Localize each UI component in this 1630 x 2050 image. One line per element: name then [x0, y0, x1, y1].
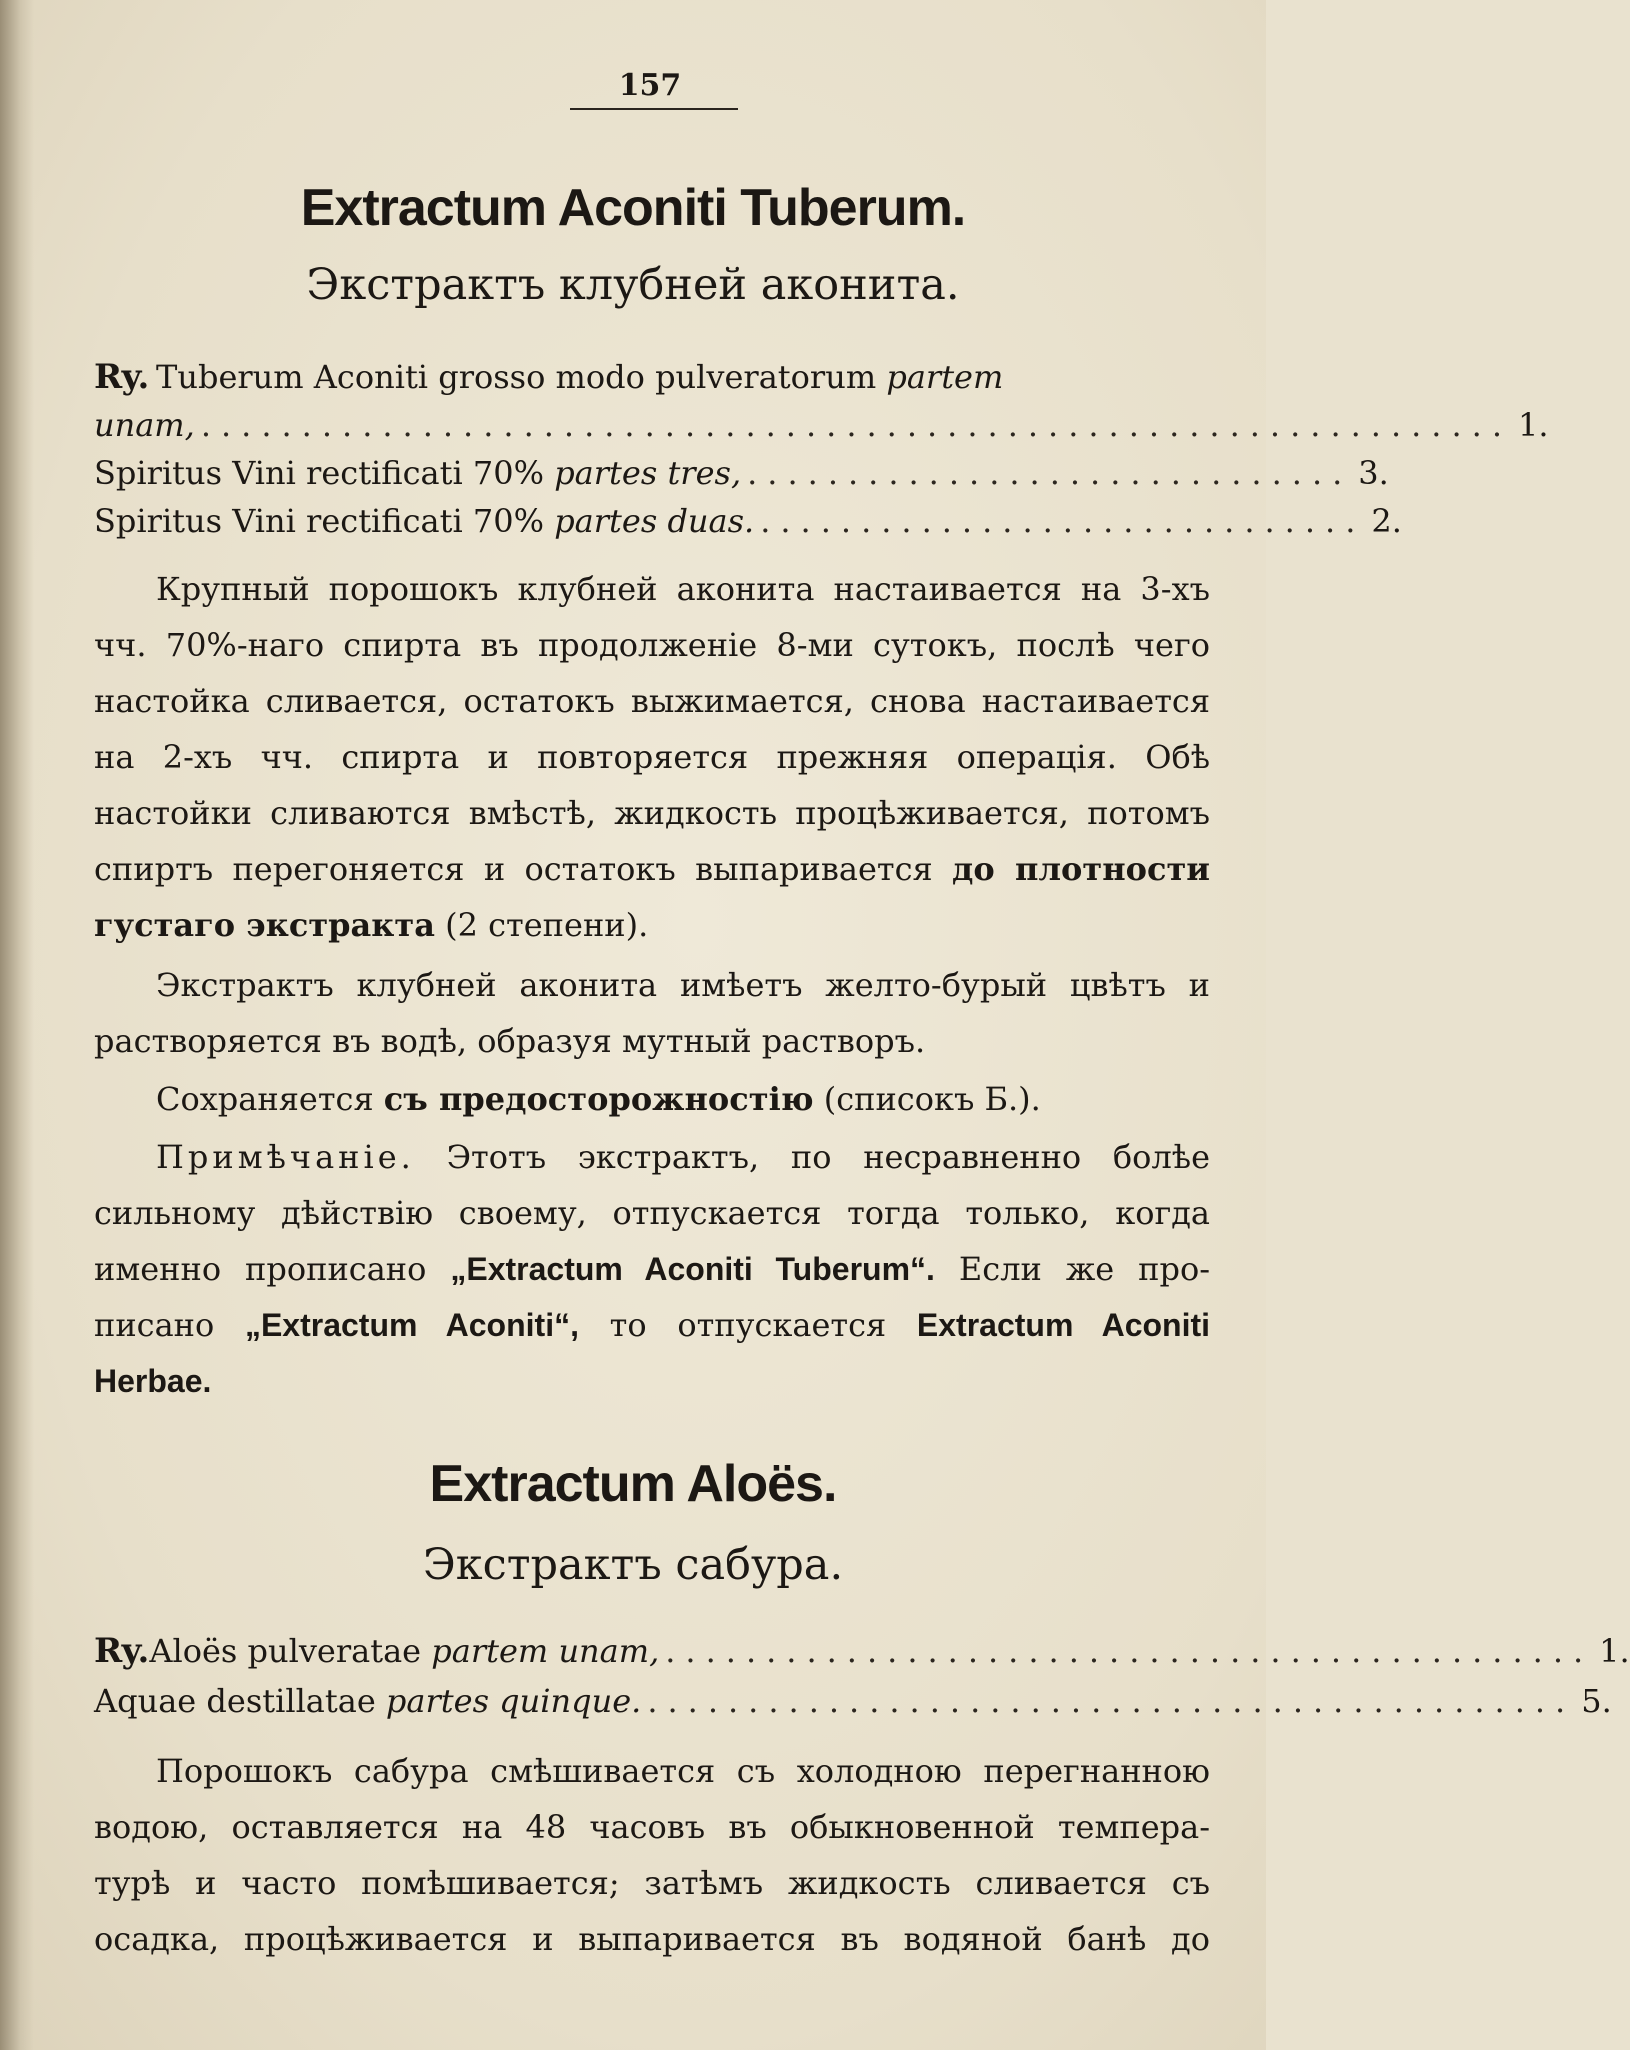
paragraph-emphasis: до плотности: [952, 850, 1211, 888]
recipe-row: [94, 1674, 1612, 1728]
paragraph-line: [156, 1072, 1210, 1126]
page-number-rule: [570, 108, 738, 110]
paragraph-emphasis: съ предосторожностію: [383, 1080, 814, 1118]
ingredient-name: Aquae destillatae: [94, 1682, 376, 1720]
leader-dots: ..............................: [760, 502, 1366, 540]
leader-dots: ..............................: [747, 454, 1353, 492]
paragraph-text: именно прописано: [94, 1250, 427, 1288]
paragraph-text: (списокъ Б.).: [823, 1080, 1041, 1118]
recipe-row: [94, 398, 1549, 452]
paragraph-line: [94, 1242, 1210, 1296]
paragraph-emphasis: Herbae.: [94, 1363, 212, 1399]
paragraph-line: настойки сливаются вмѣстѣ, жидкость процѣживается, потомъ: [94, 794, 1210, 832]
ingredient-dose: partes duas.: [554, 502, 755, 540]
paragraph-line: водою, оставляется на 48 часовъ въ обыкновенной темпера-: [94, 1808, 1210, 1846]
ingredient-quantity: 3.: [1358, 454, 1389, 492]
paragraph-text: спиртъ перегоняется и остатокъ выпаривается: [94, 850, 933, 888]
section-subtitle-aconiti: Экстрактъ клубней аконита.: [306, 260, 960, 310]
page-number: 157: [618, 68, 682, 103]
ingredient-name: Spiritus Vini rectificati 70%: [94, 454, 545, 492]
paragraph-text: Сохраняется: [156, 1080, 374, 1118]
recipe-row: [94, 446, 1389, 500]
paragraph-line: чч. 70%-наго спирта въ продолженіе 8-ми сутокъ, послѣ чего: [94, 626, 1210, 664]
leader-dots: ..............................................: [647, 1682, 1576, 1720]
paragraph-text: писано: [94, 1306, 215, 1344]
paragraph-line: [94, 898, 1210, 952]
ingredient-name: Spiritus Vini rectificati 70%: [94, 502, 545, 540]
recipe-symbol: Ry.: [94, 1631, 150, 1671]
paragraph-line: [156, 1130, 1210, 1184]
paragraph-line: настойка сливается, остатокъ выжимается, снова настаивается: [94, 682, 1210, 720]
ingredient-quantity: 1.: [1517, 406, 1549, 444]
paragraph-emphasis: „Extractum Aconiti“,: [244, 1307, 579, 1343]
ingredient-dose: unam,: [94, 406, 195, 444]
paragraph-line: осадка, процѣживается и выпаривается въ водяной банѣ до: [94, 1920, 1210, 1958]
paragraph-emphasis: „Extractum Aconiti Tuberum“.: [450, 1251, 935, 1287]
paragraph-line: [94, 842, 1210, 896]
paragraph-line: на 2-хъ чч. спирта и повторяется прежняя операція. Обѣ: [94, 738, 1210, 776]
ingredient-quantity: 2.: [1371, 502, 1402, 540]
paragraph-text: Этотъ экстрактъ, по несравненно болѣе: [446, 1138, 1211, 1176]
ingredient-dose: partes tres,: [554, 454, 742, 492]
recipe-ingredient: [156, 350, 1003, 404]
recipe-row: [94, 494, 1402, 548]
paragraph-text: то отпускается: [609, 1306, 887, 1344]
ingredient-quantity: 5.: [1581, 1682, 1612, 1720]
ingredient-name: Aloës pulveratae: [149, 1632, 422, 1670]
leader-dots: ..............................................: [665, 1632, 1594, 1670]
paragraph-text: Если же про-: [958, 1250, 1211, 1288]
paragraph-line: Крупный порошокъ клубней аконита настаивается на 3-хъ: [156, 570, 1210, 608]
paragraph-emphasis: густаго экстракта: [94, 906, 435, 944]
ingredient-dose: partem unam,: [431, 1632, 660, 1670]
paragraph-text: (2 степени).: [445, 906, 649, 944]
recipe-row: [94, 350, 1210, 404]
paragraph-line: [94, 1354, 1210, 1408]
ingredient-name: Tuberum Aconiti grosso modo pulveratorum: [156, 358, 877, 396]
section-title-aconiti: Extractum Aconiti Tuberum.: [300, 179, 966, 237]
section-title-aloes: Extractum Aloës.: [429, 1455, 837, 1513]
leader-dots: .................................................................: [200, 406, 1512, 444]
paragraph-emphasis: Extractum Aconiti: [916, 1307, 1211, 1343]
paragraph-line: Порошокъ сабура смѣшивается съ холодною перегнанною: [156, 1752, 1210, 1790]
recipe-row: [94, 1624, 1630, 1678]
ingredient-quantity: 1.: [1599, 1632, 1630, 1670]
ingredient-dose: partem: [886, 358, 1004, 396]
paragraph-line: [94, 1298, 1210, 1352]
note-label: Примѣчаніе.: [156, 1138, 415, 1176]
ingredient-dose: partes quinque.: [385, 1682, 642, 1720]
paragraph-line: Экстрактъ клубней аконита имѣетъ желто-бурый цвѣтъ и: [156, 966, 1210, 1004]
section-subtitle-aloes: Экстрактъ сабура.: [422, 1540, 844, 1590]
recipe-symbol: Ry.: [94, 357, 150, 397]
paragraph-line: сильному дѣйствію своему, отпускается тогда только, когда: [94, 1194, 1210, 1232]
paragraph-line: растворяется въ водѣ, образуя мутный растворъ.: [94, 1022, 926, 1060]
paragraph-line: турѣ и часто помѣшивается; затѣмъ жидкость сливается съ: [94, 1864, 1210, 1902]
